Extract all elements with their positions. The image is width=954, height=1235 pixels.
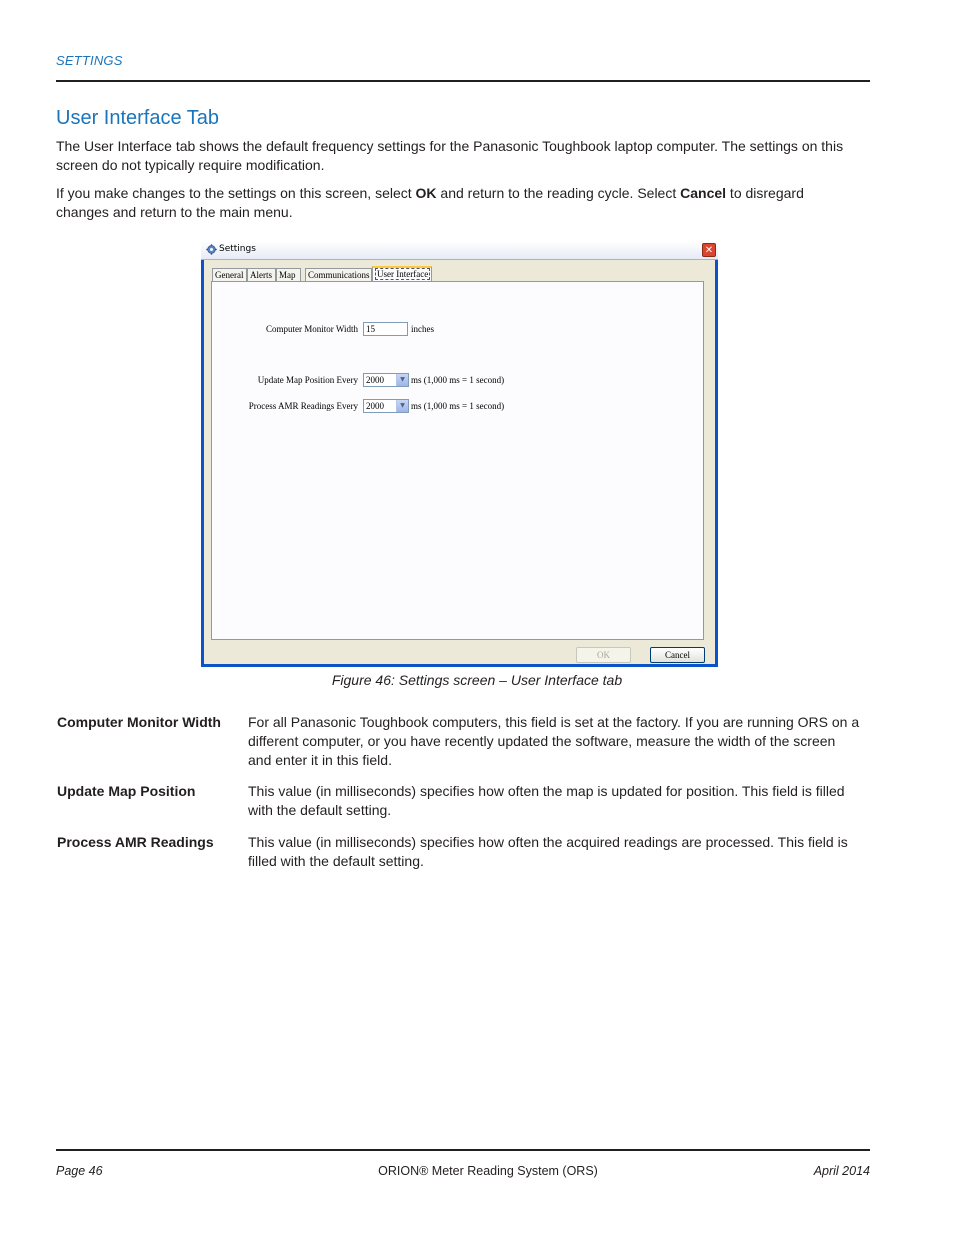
gear-icon — [206, 244, 217, 255]
ok-keyword: OK — [415, 185, 437, 201]
footer-rule — [56, 1149, 870, 1151]
window-titlebar — [201, 241, 718, 260]
definition-description: This value (in milliseconds) specifies how often the map is updated for position. This field is filled with the default setting. — [248, 783, 845, 818]
process-amr-dropdown[interactable] — [363, 399, 409, 413]
process-amr-unit: ms (1,000 ms = 1 second) — [411, 401, 505, 411]
tab-user-interface[interactable] — [372, 266, 432, 282]
tab-alerts[interactable]: Alerts — [247, 268, 276, 281]
definition-description: For all Panasonic Toughbook computers, this field is set at the factory. If you are running ORS on a different computer, or you have recently updated the software, measure the width of the screen and enter it in this field. — [248, 714, 860, 768]
window-title: Settings — [219, 244, 256, 254]
update-map-value: 2000 — [366, 375, 384, 385]
update-map-unit: ms (1,000 ms = 1 second) — [411, 375, 505, 385]
instructions-text-2: and return to the reading cycle. Select — [436, 185, 681, 201]
intro-paragraph: The User Interface tab shows the default frequency settings for the Panasonic Toughbook laptop computer. The settings on this screen do not typically require modification. — [56, 138, 844, 173]
process-amr-label: Process AMR Readings Every — [248, 401, 358, 411]
tab-general[interactable]: General — [212, 268, 247, 281]
chevron-down-icon[interactable]: ▼ — [396, 400, 408, 412]
header-rule — [56, 80, 870, 82]
monitor-width-label: Computer Monitor Width — [266, 324, 358, 334]
monitor-width-unit: inches — [411, 324, 434, 334]
section-header: SETTINGS — [56, 53, 123, 68]
user-interface-panel — [211, 281, 704, 640]
footer-date: April 2014 — [813, 1164, 870, 1178]
cancel-keyword: Cancel — [680, 185, 727, 201]
tab-map[interactable]: Map — [276, 268, 301, 281]
close-icon[interactable]: ✕ — [702, 243, 716, 257]
instructions-text-1: If you make changes to the settings on this screen, select — [56, 185, 416, 201]
instructions-text-3: to disregard changes and return to the main menu. — [56, 185, 804, 220]
instructions-paragraph — [56, 184, 856, 222]
footer-product: ORION® Meter Reading System (ORS) — [378, 1164, 598, 1178]
update-map-label: Update Map Position Every — [257, 375, 358, 385]
page-number: Page 46 — [56, 1164, 103, 1178]
definition-term: Update Map Position — [57, 783, 196, 799]
definition-term: Process AMR Readings — [57, 834, 214, 850]
ok-button[interactable]: OK — [576, 647, 631, 663]
window-client-area — [204, 260, 715, 664]
monitor-width-field[interactable]: 15 — [363, 322, 408, 336]
process-amr-value: 2000 — [366, 401, 384, 411]
cancel-button[interactable]: Cancel — [650, 647, 705, 663]
page-title: User Interface Tab — [56, 107, 220, 129]
definition-description: This value (in milliseconds) specifies how often the acquired readings are processed. This field is filled with the default setting. — [248, 834, 848, 869]
definition-term: Computer Monitor Width — [57, 714, 221, 730]
settings-window-screenshot — [201, 241, 718, 667]
tab-communications[interactable]: Communications — [305, 268, 372, 281]
figure-caption: Figure 46: Settings screen – User Interface tab — [331, 672, 623, 688]
chevron-down-icon[interactable]: ▼ — [396, 374, 408, 386]
tab-user-interface-label: User Interface — [377, 269, 429, 279]
update-map-dropdown[interactable] — [363, 373, 409, 387]
